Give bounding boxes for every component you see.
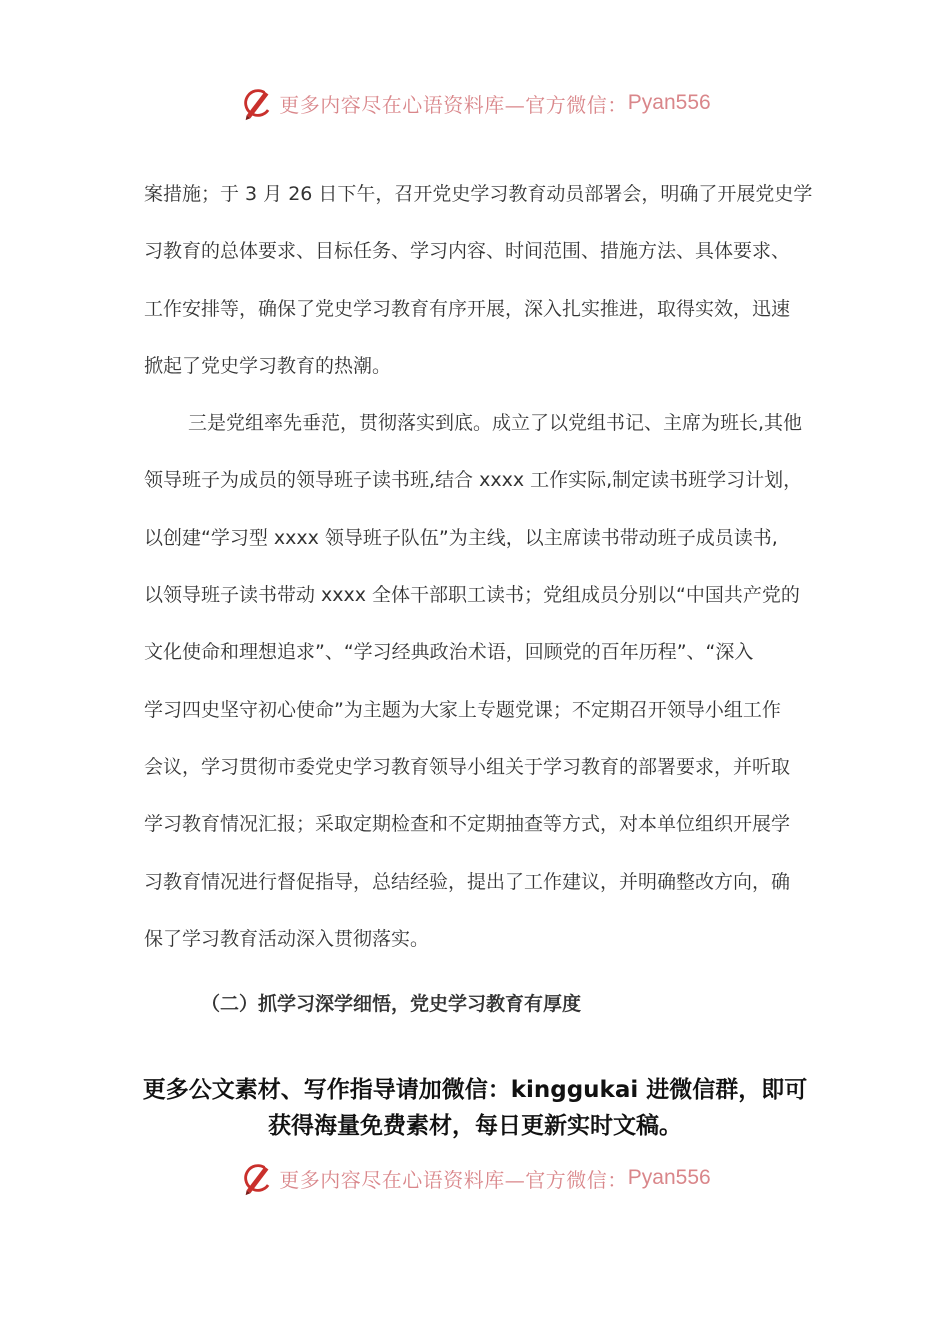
document-body [144,171,814,1027]
section-subheading: （二）抓学习深学细悟，党史学习教育有厚度 [201,993,582,1016]
banner-text: 更多内容尽在心语资料库—官方微信： [279,1167,628,1192]
paragraph-first-line: 三是党组率先垂范，贯彻落实到底。成立了以党组书记、主席为班长,其他 [188,412,803,435]
body-line: 工作安排等，确保了党史学习教育有序开展，深入扎实推进，取得实效，迅速 [144,297,791,320]
body-line: 习教育情况进行督促指导，总结经验，提出了工作建议，并明确整改方向，确 [144,870,791,893]
banner-text: 更多内容尽在心语资料库—官方微信： [279,92,628,117]
pen-logo-icon [239,84,277,122]
body-line: 案措施；于 3 月 26 日下午，召开党史学习教育动员部署会，明确了开展党史学 [144,183,813,205]
body-line: 习教育的总体要求、目标任务、学习内容、时间范围、措施方法、具体要求、 [144,240,791,263]
banner-wechat-id: Pyan556 [627,91,711,114]
promo-block [60,1072,890,1144]
header-banner [0,81,950,125]
body-line: 领导班子为成员的领导班子读书班,结合 xxxx 工作实际,制定读书班学习计划， [144,469,803,492]
banner-wechat-id: Pyan556 [627,1166,711,1189]
body-line: 以领导班子读书带动 xxxx 全体干部职工读书；党组成员分别以“中国共产党的 [144,584,800,607]
body-line: 掀起了党史学习教育的热潮。 [144,354,392,377]
pen-logo-icon [239,1159,277,1197]
body-line: 以创建“学习型 xxxx 领导班子队伍”为主线，以主席读书带动班子成员读书, [144,526,778,549]
body-line: 学习教育情况汇报；采取定期检查和不定期抽查等方式，对本单位组织开展学 [144,813,791,836]
body-line: 学习四史坚守初心使命”为主题为大家上专题党课；不定期召开领导小组工作 [144,698,781,721]
promo-line-1: 更多公文素材、写作指导请加微信：kinggukai 进微信群，即可 [142,1077,808,1103]
body-line: 文化使命和理想追求”、“学习经典政治术语，回顾党的百年历程”、“深入 [144,641,754,664]
footer-banner [0,1156,950,1200]
body-line: 会议，学习贯彻市委党史学习教育领导小组关于学习教育的部署要求，并听取 [144,755,791,778]
body-line: 保了学习教育活动深入贯彻落实。 [144,927,430,950]
promo-line-2: 获得海量免费素材，每日更新实时文稿。 [268,1113,682,1139]
